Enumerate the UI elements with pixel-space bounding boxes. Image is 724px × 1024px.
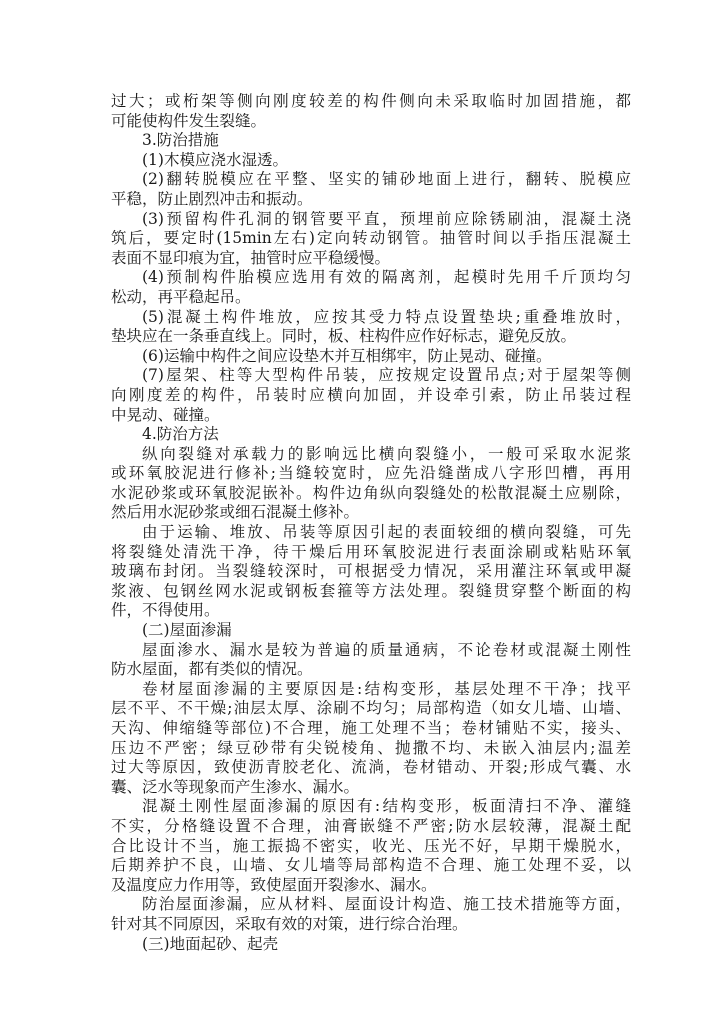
text-line: 件，不得使用。 (111, 601, 220, 620)
text-line: 屋面渗水、漏水是较为普遍的质量通病，不论卷材或混凝土刚性 (142, 640, 631, 659)
text-line: 垫块应在一条垂直线上。同时，板、柱构件应作好标志，避免反放。 (111, 327, 577, 346)
text-line: (7)屋架、柱等大型构件吊装，应按规定设置吊点;对于屋架等侧 (142, 366, 631, 385)
text-line: (4)预制构件胎模应选用有效的隔离剂，起模时先用千斤顶均匀 (142, 268, 631, 287)
text-line: 压边不严密；绿豆砂带有尖锐棱角、抛撒不均、未嵌入油层内;温差 (111, 738, 631, 757)
text-line: 松动，再平稳起吊。 (111, 287, 251, 306)
text-line: 防水屋面，都有类似的情况。 (111, 660, 313, 679)
text-line: 天沟、伸缩缝等部位)不合理，施工处理不当；卷材铺贴不实，接头、 (111, 719, 631, 737)
text-line: 过大；或桁架等侧向刚度较差的构件侧向未采取临时加固措施，都 (111, 92, 631, 110)
text-line: 浆液、包钢丝网水泥或钢板套箍等方法处理。裂缝贯穿整个断面的构 (111, 581, 631, 600)
text-line: 囊、泛水等现象而产生渗水、漏水。 (111, 777, 360, 796)
text-line: (3)预留构件孔洞的钢管要平直，预埋前应除锈刷油，混凝土浇 (142, 209, 631, 228)
body-text (111, 92, 631, 954)
text-line: (2)翻转脱模应在平整、坚实的铺砂地面上进行，翻转、脱模应 (142, 170, 631, 189)
text-line: (5)混凝土构件堆放，应按其受力特点设置垫块;重叠堆放时， (142, 307, 631, 326)
text-line: (1)木模应浇水湿透。 (142, 150, 288, 169)
text-line: 中晃动、碰撞。 (111, 405, 220, 424)
text-line: 表面不显印痕为宜，抽管时应平稳缓慢。 (111, 248, 391, 267)
text-line: 筑后，要定时(15min左右)定向转动钢管。抽管时间以手指压混凝土 (111, 229, 631, 248)
text-line: 卷材屋面渗漏的主要原因是:结构变形，基层处理不干净；找平 (142, 679, 631, 698)
text-line: 将裂缝处清洗干净，待干燥后用环氧胶泥进行表面涂刷或粘贴环氧 (111, 542, 631, 561)
text-line: 向刚度差的构件，吊装时应横向加固，并设牵引索，防止吊装过程 (111, 385, 631, 404)
text-line: (6)运输中构件之间应设垫木并互相绑牢，防止晃动、碰撞。 (142, 346, 552, 365)
text-line: 可能使构件发生裂缝。 (111, 111, 267, 130)
text-line: 层不平、不干燥;油层太厚、涂刷不均匀；局部构造（如女儿墙、山墙、 (111, 699, 631, 718)
text-line: 及温度应力作用等，致使屋面开裂渗水、漏水。 (111, 875, 437, 894)
text-line: 玻璃布封闭。当裂缝较深时，可根据受力情况，采用灌注环氧或甲凝 (111, 562, 631, 581)
text-line: 合比设计不当，施工振捣不密实，收光、压光不好，早期干燥脱水， (111, 836, 631, 855)
section-heading: 3.防治措施 (142, 131, 219, 150)
text-line: 不实，分格缝设置不合理，油膏嵌缝不严密;防水层较薄，混凝土配 (111, 816, 631, 835)
section-heading: 4.防治方法 (142, 425, 219, 444)
text-line: 平稳，防止剧烈冲击和振动。 (111, 189, 313, 208)
text-line: 后期养护不良，山墙、女儿墙等局部构造不合理、施工处理不妥，以 (111, 856, 631, 875)
text-line: 针对其不同原因，采取有效的对策，进行综合治理。 (111, 914, 468, 933)
text-line: 或环氧胶泥进行修补;当缝较宽时，应先沿缝凿成八字形凹槽，再用 (111, 464, 631, 483)
text-line: 防治屋面渗漏，应从材料、屋面设计构造、施工技术措施等方面， (142, 895, 631, 914)
text-line: 纵向裂缝对承载力的影响远比横向裂缝小，一般可采取水泥浆 (142, 444, 631, 463)
section-heading: (二)屋面渗漏 (142, 621, 232, 640)
text-line: 过大等原因，致使沥青胶老化、流淌，卷材错动、开裂;形成气囊、水 (111, 758, 631, 777)
text-line: 水泥砂浆或环氧胶泥嵌补。构件边角纵向裂缝处的松散混凝土应剔除， (111, 483, 631, 502)
section-heading: (三)地面起砂、起壳 (142, 934, 279, 953)
text-line: 混凝土刚性屋面渗漏的原因有:结构变形，板面清扫不净、灌缝 (142, 797, 631, 816)
text-line: 然后用水泥砂浆或细石混凝土修补。 (111, 503, 360, 522)
text-line: 由于运输、堆放、吊装等原因引起的表面较细的横向裂缝，可先 (142, 523, 631, 542)
